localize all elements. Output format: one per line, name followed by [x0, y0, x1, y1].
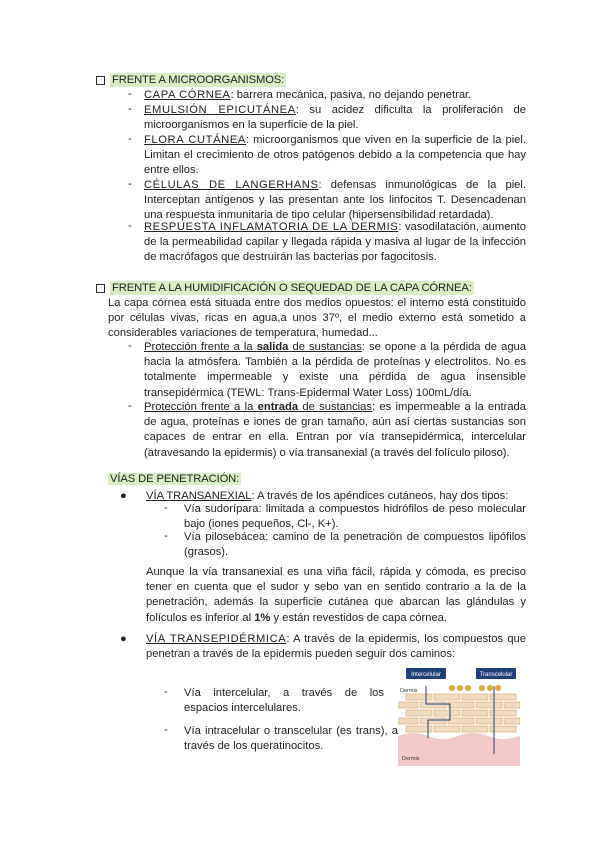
bullet-icon: ●: [120, 490, 127, 502]
section-heading-routes: [108, 472, 241, 486]
item-text: : defensas inmunológicas de la piel. Interceptan antígenos y las presentan ante los linfocitos T. Desencadenan una respuesta inmunitaria de tipo celular (hipersensibilidad retardada).: [144, 179, 527, 222]
term: CÉLULAS DE LANGERHANS: [144, 179, 319, 191]
item-text: : su acidez dificulta la proliferación de microorganismos en la superficie de la piel.: [144, 104, 526, 132]
heading-text: FRENTE A LA HUMIDIFICACIÓN O SEQUEDAD DE LA CAPA CÓRNEA:: [112, 282, 472, 294]
transanexial-paragraph: Aunque la vía transanexial es una viña fácil, rápida y cómoda, es preciso tener en cuenta que el sudor y sebo van en sentido contrario a la de la penetración, además la superficie cutánea que abarcan las glándulas y folículos es inferior al 1% y están revestidos de capa córnea.: [146, 566, 526, 624]
dash-bullet: -: [128, 178, 132, 190]
sub-item-text: Vía sudorípara: limitada a compuestos hidrófilos de peso molecular bajo (iones pequeños, Cl-, K+).: [184, 503, 526, 531]
dash-bullet: -: [128, 88, 132, 100]
sub-list-item: [164, 530, 526, 562]
checkbox-icon: [96, 284, 105, 293]
term: Protección frente a la entrada de sustancias: [144, 401, 372, 413]
sub-item-text: Vía pilosebácea: camino de la penetración de compuestos lipófilos (grasos).: [184, 531, 526, 559]
sub-list-item: [164, 724, 398, 753]
term: RESPUESTA INFLAMATORIA DE LA DERMIS: [144, 221, 399, 233]
dash-bullet: -: [164, 530, 168, 542]
dash-bullet: -: [128, 103, 132, 115]
item-text: : microorganismos que viven en la superficie de la piel. Limitan el crecimiento de otros patógenos debido a la competencia que hay entre ellos.: [144, 134, 526, 177]
dash-bullet: -: [128, 220, 132, 232]
heading-text: FRENTE A MICROORGANISMOS:: [112, 74, 285, 86]
term: VÍA TRANSEPIDÉRMICA: [146, 633, 287, 645]
dash-bullet: -: [164, 724, 168, 736]
bullet-icon: ●: [120, 633, 127, 645]
intercellular-label: Intercelular: [411, 672, 441, 678]
term: FLORA CUTÁNEA: [144, 134, 246, 146]
list-item: [128, 88, 526, 104]
bullet-text: VÍA TRANSEPIDÉRMICA: A través de la epidermis, los compuestos que penetran a través de la epidermis pueden seguir dos caminos:: [146, 633, 526, 661]
skin-penetration-diagram: [398, 664, 520, 766]
item-text: : vasodilatación, aumento de la permeabilidad capilar y llegada rápida y masiva al lugar de la infección de macrófagos que destruirán las bacterias por fagocitosis.: [144, 221, 526, 264]
term: VÍA TRANSANEXIAL: [146, 490, 252, 502]
sub-item-text: Vía intracelular o transcelular (es trans), a través de los queratinocitos.: [184, 725, 398, 753]
top-layer-label: Dermis: [400, 688, 418, 694]
dash-bullet: -: [164, 686, 168, 698]
item-text: : se opone a la pérdida de agua hacia la atmósfera. También a la pérdida de proteínas y electrolitos. No es totalmente impermeable y existe una pérdida de agua insensible transepidérmica (TEWL: Trans-Epidermal Water Loss) 100mL/día.: [144, 341, 526, 399]
dash-bullet: -: [128, 400, 132, 412]
dash-bullet: -: [128, 340, 132, 352]
intro-paragraph: La capa córnea está situada entre dos medios opuestos: el interno está constituido por células vivas, ricas en agua,a unos 37º, el medio externo está sometido a considerables variaciones de temperatura, humedad...: [108, 297, 526, 340]
item-text: : barrera mecánica, pasiva, no dejando penetrar.: [230, 89, 472, 101]
list-item: [128, 178, 526, 224]
list-item: [128, 220, 526, 266]
item-text: : es impermeable a la entrada de agua, proteínas e iones de gran tamaño, aún así ciertas sustancias son capaces de entrar en ella. Entran por vía transepidérmica, intercelular (atravesando la epidermis) o vía transanexial (a través del folículo piloso).: [144, 401, 526, 459]
list-item: [128, 400, 526, 462]
list-item: [128, 103, 526, 134]
list-item: [128, 340, 526, 402]
sub-list-item: [164, 686, 390, 715]
transcellular-label: Transcelular: [479, 672, 513, 678]
bottom-layer-label: Dermis: [402, 756, 420, 762]
checkbox-icon: [96, 76, 105, 85]
section-heading-microorganisms: [96, 72, 286, 88]
term: EMULSIÓN EPICUTÁNEA: [144, 104, 296, 116]
term: Protección frente a la salida de sustancias: [144, 341, 362, 353]
sub-item-text: Vía intercelular, a través de los espacios intercelulares.: [184, 687, 384, 715]
section-heading-humidification: [96, 280, 474, 296]
heading-text: VÍAS DE PENETRACIÓN:: [110, 473, 240, 485]
term: CAPA CÓRNEA: [144, 89, 231, 101]
bullet-text: VÍA TRANSANEXIAL: A través de los apéndices cutáneos, hay dos tipos:: [146, 490, 509, 502]
dash-bullet: -: [164, 502, 168, 514]
stratum-corneum-bricks: [398, 694, 520, 732]
list-item: [128, 133, 526, 179]
dash-bullet: -: [128, 133, 132, 145]
